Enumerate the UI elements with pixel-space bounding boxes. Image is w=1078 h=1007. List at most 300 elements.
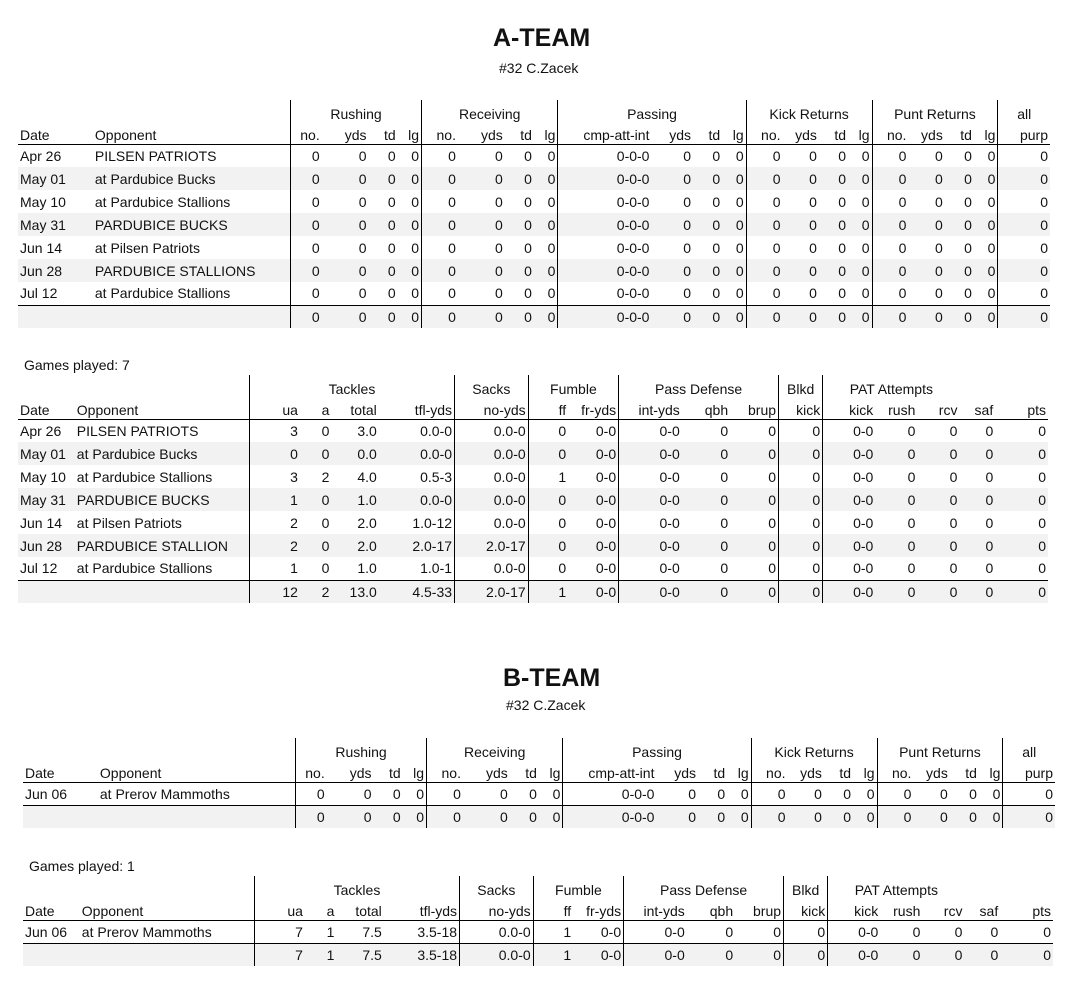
opponent-cell: at Pardubice Stallions bbox=[94, 285, 231, 302]
total-cell: 0 bbox=[463, 805, 510, 828]
column-header: yds bbox=[458, 124, 505, 144]
column-header: tfl-yds bbox=[384, 900, 460, 920]
stat-cell: 0 bbox=[321, 560, 330, 577]
group-header: all bbox=[998, 100, 1050, 124]
stat-cell: 0 bbox=[809, 147, 817, 164]
stat-cell: 0 bbox=[861, 285, 870, 302]
total-cell: 7 bbox=[254, 943, 304, 966]
stat-cell: 0 bbox=[959, 534, 995, 557]
column-header: fr-yds bbox=[573, 900, 623, 920]
b-team-offense-table bbox=[23, 738, 1055, 828]
stat-cell: 0 bbox=[651, 259, 693, 282]
column-header: td bbox=[950, 762, 979, 782]
stat-cell: 0 bbox=[722, 259, 746, 282]
stat-cell: 1 bbox=[326, 923, 335, 940]
stat-cell: 0 bbox=[291, 282, 322, 305]
stat-cell: 0 bbox=[872, 144, 908, 167]
column-header: yds bbox=[913, 762, 949, 782]
stat-cell: 0-0 bbox=[823, 534, 876, 557]
group-header: all bbox=[1003, 738, 1055, 762]
stat-cell: 0 bbox=[809, 285, 817, 302]
column-header: brup bbox=[735, 900, 783, 920]
stat-cell: 0 bbox=[717, 785, 726, 802]
stat-cell: 0 bbox=[964, 285, 972, 302]
stat-cell: 0 bbox=[322, 213, 369, 236]
column-header: no. bbox=[296, 762, 327, 782]
stat-cell: 0 bbox=[768, 514, 777, 531]
stat-cell: 4.0 bbox=[357, 468, 377, 485]
column-header: kick bbox=[823, 399, 876, 419]
column-header: yds bbox=[783, 124, 819, 144]
stat-cell: 0-0 bbox=[823, 419, 876, 442]
stat-cell: 0 bbox=[358, 285, 367, 302]
stat-cell: 0 bbox=[935, 147, 943, 164]
table-row bbox=[18, 259, 1050, 282]
column-header: cmp-att-int bbox=[558, 124, 652, 144]
stat-cell: 0 bbox=[907, 468, 916, 485]
stat-cell: 0 bbox=[995, 534, 1048, 557]
table-row bbox=[23, 920, 1053, 943]
table-row bbox=[18, 213, 1050, 236]
stat-cell: 0 bbox=[819, 167, 848, 190]
stat-cell: 0 bbox=[534, 259, 558, 282]
stat-cell: 0 bbox=[411, 285, 420, 302]
stat-cell: 0-0 bbox=[823, 442, 876, 465]
stat-cell: 0 bbox=[779, 465, 823, 488]
total-cell: 0 bbox=[945, 305, 974, 328]
stat-cell: 0.0-0 bbox=[420, 422, 453, 439]
stat-cell: 0 bbox=[528, 557, 568, 580]
column-header: purp bbox=[1003, 762, 1055, 782]
stat-cell: 1.0 bbox=[357, 560, 377, 577]
stat-cell: 0 bbox=[848, 259, 872, 282]
stat-cell: 0 bbox=[547, 239, 556, 256]
stat-cell: 0 bbox=[987, 147, 996, 164]
total-cell: 0 bbox=[291, 305, 322, 328]
stat-cell: 0.0-0 bbox=[460, 920, 534, 943]
stat-cell: 0 bbox=[908, 213, 944, 236]
table-row bbox=[18, 465, 1048, 488]
group-header-row bbox=[23, 738, 1055, 762]
column-header: Date bbox=[18, 124, 93, 144]
total-cell: 0 bbox=[539, 805, 563, 828]
column-header: ua bbox=[254, 900, 304, 920]
stat-cell: 0 bbox=[809, 239, 817, 256]
stat-cell: 2.0-17 bbox=[379, 534, 455, 557]
total-cell: 0 bbox=[735, 943, 783, 966]
group-header-row bbox=[18, 100, 1050, 124]
stat-cell: 0 bbox=[959, 488, 995, 511]
column-header: qbh bbox=[682, 399, 730, 419]
stat-cell: 0 bbox=[693, 167, 722, 190]
stat-cell: 0 bbox=[985, 514, 994, 531]
column-header: td bbox=[510, 762, 539, 782]
stat-cell: 3 bbox=[249, 465, 299, 488]
total-cell: 0 bbox=[458, 305, 505, 328]
stat-cell: 0 bbox=[995, 488, 1048, 511]
stat-cell: 0 bbox=[688, 785, 697, 802]
player-name: #32 C.Zacek bbox=[499, 60, 579, 76]
group-header: Rushing bbox=[296, 738, 427, 762]
stat-cell: 0 bbox=[529, 785, 537, 802]
total-cell: 0 bbox=[746, 305, 782, 328]
group-header: Fumble bbox=[533, 876, 623, 900]
stat-cell: 0-0 bbox=[823, 511, 876, 534]
group-header: PAT Attempts bbox=[823, 375, 960, 399]
stat-cell: 0 bbox=[411, 239, 420, 256]
stat-cell: 0-0-0 bbox=[558, 236, 652, 259]
group-header: Receiving bbox=[427, 738, 563, 762]
stat-cell: 0 bbox=[998, 282, 1050, 305]
stat-cell: 0 bbox=[735, 147, 744, 164]
stat-cell: 3 bbox=[249, 419, 299, 442]
column-header: no. bbox=[291, 124, 322, 144]
stat-cell: 0 bbox=[720, 422, 729, 439]
date-cell: Apr 26 bbox=[20, 147, 62, 164]
stat-cell: 0 bbox=[422, 282, 458, 305]
stat-cell: 0.0-0 bbox=[455, 442, 529, 465]
stat-cell: 0 bbox=[291, 213, 322, 236]
column-header: total bbox=[331, 399, 378, 419]
stat-cell: 0.0-0 bbox=[455, 511, 529, 534]
total-cell bbox=[80, 943, 255, 966]
stat-cell: 0 bbox=[746, 190, 782, 213]
column-header: yds bbox=[651, 124, 693, 144]
stat-cell: 0 bbox=[730, 534, 778, 557]
stat-cell: 0.0-0 bbox=[379, 442, 455, 465]
group-header: Punt Returns bbox=[872, 100, 998, 124]
opponent-cell: PARDUBICE BUCKS bbox=[75, 488, 250, 511]
stat-cell: 0-0 bbox=[595, 560, 617, 577]
total-cell: 0 bbox=[1003, 805, 1055, 828]
total-cell: 0 bbox=[998, 305, 1050, 328]
column-header: no. bbox=[422, 124, 458, 144]
column-header: Opponent bbox=[93, 124, 291, 144]
stat-cell: 0 bbox=[411, 193, 420, 210]
stat-cell: 0 bbox=[940, 785, 948, 802]
group-spacer bbox=[18, 375, 249, 399]
stat-cell: 0.5-3 bbox=[420, 468, 453, 485]
stat-cell: 0 bbox=[291, 259, 322, 282]
stat-cell: 0 bbox=[720, 514, 729, 531]
date-cell: Jun 28 bbox=[18, 259, 93, 282]
column-header-row bbox=[23, 762, 1055, 782]
stat-cell: 0 bbox=[998, 213, 1050, 236]
stat-cell: 0 bbox=[547, 193, 556, 210]
stat-cell: 0 bbox=[321, 422, 330, 439]
group-header: Sacks bbox=[460, 876, 534, 900]
total-cell bbox=[23, 943, 80, 966]
opponent-cell: at Pardubice Stallions bbox=[94, 193, 231, 210]
stat-cell: 0 bbox=[1038, 468, 1046, 485]
stat-cell: 0 bbox=[998, 259, 1050, 282]
stat-cell: 0 bbox=[992, 785, 1001, 802]
stat-cell: 0-0 bbox=[568, 488, 618, 511]
stat-cell: 0 bbox=[998, 236, 1050, 259]
column-header: lg bbox=[727, 762, 751, 782]
stat-cell: 0-0 bbox=[619, 511, 682, 534]
stat-cell: 0 bbox=[838, 285, 847, 302]
total-cell: 0 bbox=[327, 805, 374, 828]
stat-cell: 0 bbox=[935, 239, 943, 256]
total-cell bbox=[98, 805, 296, 828]
total-cell: 0 bbox=[974, 305, 998, 328]
total-cell: 1 bbox=[533, 943, 573, 966]
column-header: fr-yds bbox=[568, 399, 618, 419]
table-row bbox=[18, 144, 1050, 167]
total-cell bbox=[23, 805, 98, 828]
total-cell: 0 bbox=[783, 305, 819, 328]
stat-cell: 0 bbox=[524, 239, 532, 256]
stat-cell: 0 bbox=[917, 442, 959, 465]
stat-cell: 1.0-12 bbox=[412, 514, 453, 531]
games-played: Games played: 7 bbox=[24, 357, 130, 373]
stat-cell: 0 bbox=[987, 285, 996, 302]
group-header: PAT Attempts bbox=[828, 876, 965, 900]
stat-cell: 0 bbox=[912, 923, 921, 940]
stat-cell: 0 bbox=[746, 236, 782, 259]
stat-cell: 0 bbox=[987, 193, 996, 210]
table-row bbox=[18, 534, 1048, 557]
a-team-offense-table bbox=[18, 100, 1050, 328]
stat-cell: 0 bbox=[422, 167, 458, 190]
stat-cell: 0 bbox=[945, 259, 974, 282]
group-header: Punt Returns bbox=[877, 738, 1003, 762]
table-row bbox=[18, 557, 1048, 580]
group-header: Rushing bbox=[291, 100, 422, 124]
total-cell: 0 bbox=[651, 305, 693, 328]
stat-cell: 0 bbox=[494, 239, 503, 256]
stat-cell: 0 bbox=[528, 534, 568, 557]
stat-cell: 0 bbox=[935, 193, 943, 210]
total-cell: 0-0-0 bbox=[563, 805, 657, 828]
total-cell: 0-0 bbox=[573, 943, 623, 966]
stat-cell: 0 bbox=[998, 144, 1050, 167]
stat-cell: 0 bbox=[398, 167, 422, 190]
stat-cell: 0 bbox=[768, 422, 777, 439]
total-cell: 0-0 bbox=[828, 943, 881, 966]
column-header: int-yds bbox=[624, 900, 687, 920]
stat-cell: 0 bbox=[935, 285, 943, 302]
column-header: ua bbox=[249, 399, 299, 419]
stat-cell: 0-0 bbox=[624, 920, 687, 943]
stat-cell: 0 bbox=[321, 514, 330, 531]
stat-cell: 0 bbox=[995, 442, 1048, 465]
stat-cell: 0-0-0 bbox=[558, 259, 652, 282]
date-cell: May 31 bbox=[18, 488, 75, 511]
stat-cell: 0 bbox=[387, 193, 396, 210]
column-header: no-yds bbox=[455, 399, 529, 419]
column-header: no. bbox=[746, 124, 782, 144]
stat-cell: 0 bbox=[872, 213, 908, 236]
total-cell: 1 bbox=[528, 580, 568, 603]
opponent-cell: PILSEN PATRIOTS bbox=[76, 422, 199, 439]
stat-cell: 0 bbox=[990, 923, 999, 940]
stat-cell: 0 bbox=[838, 147, 847, 164]
stat-cell: 3.5-18 bbox=[417, 923, 458, 940]
stat-cell: 0 bbox=[683, 147, 692, 164]
stat-cell: 0 bbox=[528, 488, 568, 511]
column-header: td bbox=[374, 762, 403, 782]
stat-cell: 0 bbox=[843, 785, 852, 802]
opponent-cell: at Pardubice Stallions bbox=[76, 560, 213, 577]
stat-cell: 0 bbox=[291, 144, 322, 167]
group-header: Tackles bbox=[249, 375, 454, 399]
stat-cell: 0 bbox=[651, 167, 693, 190]
stat-cell: 0 bbox=[534, 213, 558, 236]
stat-cell: 0 bbox=[949, 468, 958, 485]
table-row bbox=[18, 511, 1048, 534]
section-title: B-TEAM bbox=[503, 664, 601, 692]
stat-cell: 0-0-0 bbox=[558, 213, 652, 236]
stat-cell: 0-0 bbox=[619, 488, 682, 511]
total-cell bbox=[75, 580, 250, 603]
stat-cell: 0 bbox=[458, 167, 505, 190]
column-header: lg bbox=[848, 124, 872, 144]
stat-cell: 0 bbox=[524, 285, 532, 302]
stat-cell: 0 bbox=[458, 213, 505, 236]
stat-cell: 0 bbox=[985, 468, 994, 485]
group-header-row bbox=[18, 375, 1048, 399]
total-cell: 2 bbox=[300, 580, 332, 603]
group-spacer bbox=[18, 100, 291, 124]
stat-cell: 0-0-0 bbox=[558, 190, 652, 213]
column-header: lg bbox=[722, 124, 746, 144]
stat-cell: 2 bbox=[249, 511, 299, 534]
stat-cell: 0.0-0 bbox=[379, 488, 455, 511]
stat-cell: 0-0 bbox=[619, 442, 682, 465]
column-header: rush bbox=[875, 399, 917, 419]
stat-cell: 0 bbox=[872, 259, 908, 282]
totals-row bbox=[23, 805, 1055, 828]
stat-cell: 0 bbox=[872, 236, 908, 259]
stat-cell: 0 bbox=[682, 488, 730, 511]
date-cell: May 10 bbox=[20, 468, 66, 485]
stat-cell: 0 bbox=[683, 285, 692, 302]
stat-cell: 0 bbox=[291, 167, 322, 190]
column-header: pts bbox=[1000, 900, 1053, 920]
stat-cell: 0 bbox=[751, 782, 787, 805]
column-header: lg bbox=[979, 762, 1003, 782]
group-header-row bbox=[23, 876, 1053, 900]
table-row bbox=[18, 236, 1050, 259]
stat-cell: 0 bbox=[300, 534, 332, 557]
column-header: lg bbox=[853, 762, 877, 782]
stat-cell: 0 bbox=[985, 422, 994, 439]
total-cell: 0 bbox=[819, 305, 848, 328]
total-cell: 0-0 bbox=[619, 580, 682, 603]
stat-cell: 0 bbox=[945, 167, 974, 190]
total-cell: 0 bbox=[824, 805, 853, 828]
total-cell bbox=[93, 305, 291, 328]
stat-cell: 0 bbox=[877, 782, 913, 805]
stat-cell: 0 bbox=[959, 442, 995, 465]
stat-cell: 0-0 bbox=[600, 923, 622, 940]
column-header-row bbox=[18, 124, 1050, 144]
group-header: Kick Returns bbox=[746, 100, 872, 124]
stat-cell: 0 bbox=[528, 419, 568, 442]
stat-cell: 7 bbox=[254, 920, 304, 943]
total-cell: 2.0-17 bbox=[455, 580, 529, 603]
column-header: td bbox=[698, 762, 727, 782]
stat-cell: 0 bbox=[908, 167, 944, 190]
column-header: yds bbox=[788, 762, 824, 782]
stat-cell: 0 bbox=[746, 282, 782, 305]
stat-cell: 0 bbox=[730, 488, 778, 511]
total-cell: 0 bbox=[403, 805, 427, 828]
opponent-cell: at Prerov Mammoths bbox=[81, 923, 212, 940]
column-header: yds bbox=[463, 762, 510, 782]
b-team-defense-table bbox=[23, 876, 1053, 966]
stat-cell: 2.0 bbox=[331, 534, 378, 557]
stat-cell: 0 bbox=[907, 422, 916, 439]
totals-row bbox=[18, 580, 1048, 603]
date-cell: Jun 14 bbox=[20, 239, 63, 256]
total-cell: 0-0 bbox=[568, 580, 618, 603]
total-cell: 0 bbox=[505, 305, 534, 328]
total-cell: 0 bbox=[964, 943, 1000, 966]
table-row bbox=[18, 167, 1050, 190]
group-header: Blkd bbox=[779, 375, 823, 399]
stat-cell: 0 bbox=[494, 147, 503, 164]
stat-cell: 0 bbox=[875, 488, 917, 511]
stat-cell: 0 bbox=[779, 511, 823, 534]
column-header: yds bbox=[327, 762, 374, 782]
stat-cell: 2 bbox=[249, 534, 299, 557]
stat-cell: 0 bbox=[735, 239, 744, 256]
stat-cell: 0 bbox=[730, 442, 778, 465]
stat-cell: 0-0 bbox=[619, 557, 682, 580]
column-header: qbh bbox=[687, 900, 735, 920]
column-header: a bbox=[300, 399, 332, 419]
stat-cell: 0.0-0 bbox=[455, 419, 529, 442]
stat-cell: 0 bbox=[908, 259, 944, 282]
total-cell: 0 bbox=[682, 580, 730, 603]
total-cell: 0 bbox=[908, 305, 944, 328]
stat-cell: 0 bbox=[422, 259, 458, 282]
stat-cell: 0 bbox=[505, 259, 534, 282]
column-header: kick bbox=[784, 900, 828, 920]
group-spacer bbox=[23, 738, 296, 762]
column-header: ff bbox=[533, 900, 573, 920]
opponent-cell: PILSEN PATRIOTS bbox=[94, 147, 217, 164]
column-header: lg bbox=[539, 762, 563, 782]
stat-cell: 0 bbox=[783, 167, 819, 190]
stat-cell: 0 bbox=[949, 514, 958, 531]
stat-cell: 0-0 bbox=[619, 419, 682, 442]
column-header: rcv bbox=[917, 399, 959, 419]
column-header: lg bbox=[398, 124, 422, 144]
date-cell: Apr 26 bbox=[20, 422, 62, 439]
stat-cell: 0 bbox=[1038, 560, 1046, 577]
column-header: saf bbox=[959, 399, 995, 419]
stat-cell: 0 bbox=[712, 147, 721, 164]
stat-cell: 0 bbox=[872, 190, 908, 213]
total-cell: 0 bbox=[784, 943, 828, 966]
stat-cell: 0-0 bbox=[595, 422, 617, 439]
stat-cell: 0 bbox=[682, 534, 730, 557]
total-cell: 0 bbox=[727, 805, 751, 828]
date-cell: May 31 bbox=[18, 213, 93, 236]
group-header: Tackles bbox=[254, 876, 459, 900]
date-cell: May 01 bbox=[18, 167, 93, 190]
opponent-cell: PARDUBICE BUCKS bbox=[93, 213, 291, 236]
stat-cell: 1 bbox=[528, 465, 568, 488]
stat-cell: 0 bbox=[1003, 782, 1055, 805]
column-header: pts bbox=[995, 399, 1048, 419]
stat-cell: 0 bbox=[768, 468, 777, 485]
table-row bbox=[23, 782, 1055, 805]
